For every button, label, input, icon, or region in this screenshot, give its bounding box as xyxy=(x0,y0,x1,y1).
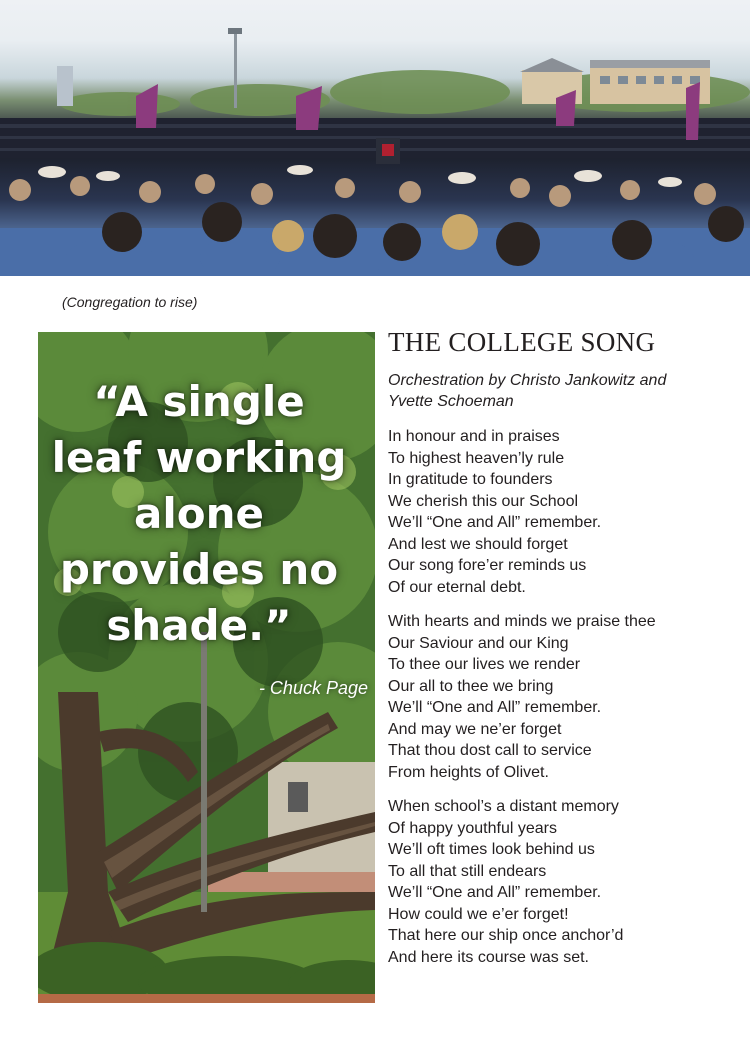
verse-line: When school’s a distant memory xyxy=(388,798,619,815)
verse-line: Our song fore’er reminds us xyxy=(388,557,587,574)
song-verses xyxy=(388,426,738,968)
quote-author: - Chuck Page xyxy=(258,678,368,698)
quote-line: shade.” xyxy=(106,601,292,650)
assembly-photo-illustration xyxy=(0,0,750,276)
verse-line: We’ll “One and All” remember. xyxy=(388,514,602,531)
quote-line: “A single xyxy=(93,377,305,426)
verse-line: To thee our lives we render xyxy=(388,656,581,673)
quote-line: alone xyxy=(134,489,264,538)
verse-line: That here our ship once anchor’d xyxy=(388,927,624,944)
verse-line: And here its course was set. xyxy=(388,948,589,966)
assembly-photo xyxy=(0,0,750,276)
verse-line: We’ll “One and All” remember. xyxy=(388,884,602,901)
verse-line: To highest heaven’ly rule xyxy=(388,449,565,467)
quote-line: leaf working xyxy=(51,433,347,482)
verse-line: And lest we should forget xyxy=(388,535,568,553)
verse-line: From heights of Olivet. xyxy=(388,763,549,781)
verse-line: Our all to thee we bring xyxy=(388,677,554,695)
tree-quote-photo xyxy=(38,332,375,1003)
verse-line: Our Saviour and our King xyxy=(388,634,569,652)
verse-line: Of our eternal debt. xyxy=(388,578,526,596)
verse-line: We’ll “One and All” remember. xyxy=(388,699,602,716)
verse-line: We cherish this our School xyxy=(388,492,579,510)
verse-line: And may we ne’er forget xyxy=(388,720,562,738)
verse-line: How could we e’er forget! xyxy=(388,905,569,923)
verse-line: In gratitude to founders xyxy=(388,471,553,488)
congregation-rise-note: (Congregation to rise) xyxy=(62,294,198,310)
verse-line: We’ll oft times look behind us xyxy=(388,841,595,858)
verse-1 xyxy=(388,426,738,598)
verse-3 xyxy=(388,796,738,968)
verse-2 xyxy=(388,611,738,783)
verse-line: With hearts and minds we praise thee xyxy=(388,613,656,630)
verse-line: That thou dost call to service xyxy=(388,742,592,759)
verse-line: Of happy youthful years xyxy=(388,819,557,837)
quote-text xyxy=(38,374,360,654)
song-credit: Orchestration by Christo Jankowitz and Yvette Schoeman xyxy=(388,372,667,410)
song-title: THE COLLEGE SONG xyxy=(388,327,656,357)
verse-line: In honour and in praises xyxy=(388,428,560,445)
verse-line: To all that still endears xyxy=(388,862,547,880)
college-song xyxy=(388,326,738,968)
quote-line: provides no xyxy=(59,545,339,594)
